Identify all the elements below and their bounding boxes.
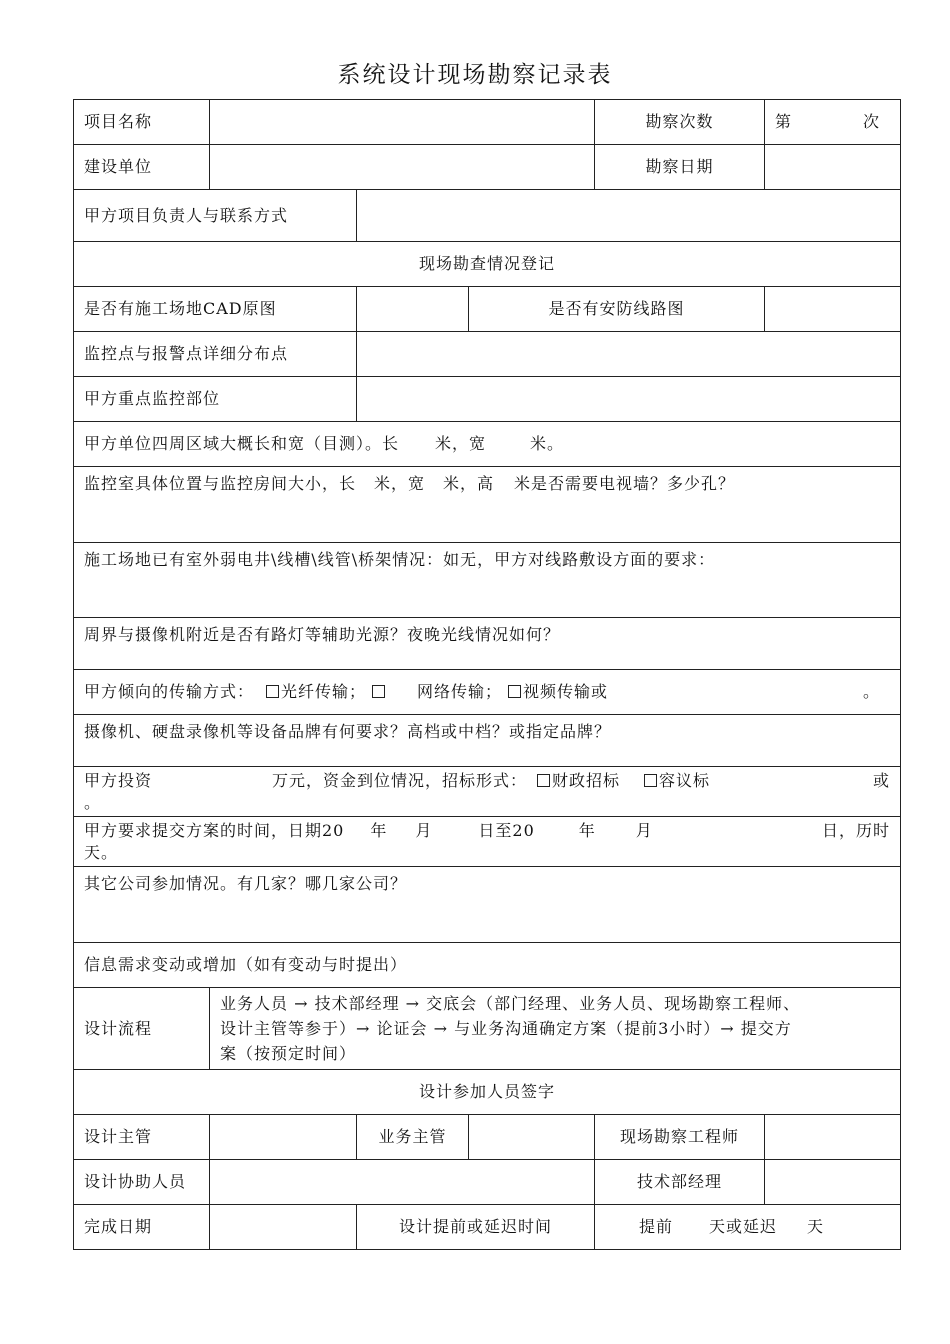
- text: 甲方要求提交方案的时间，日期20: [84, 821, 345, 840]
- row-brand[interactable]: 摄像机、硬盘录像机等设备品牌有何要求？高档或中档？或指定品牌？: [74, 715, 901, 767]
- text: 日至20: [478, 821, 535, 840]
- field-survey-count[interactable]: [765, 100, 901, 145]
- flow-line-3: 案（按预定时间）: [220, 1044, 357, 1063]
- label-key-parts: 甲方重点监控部位: [74, 377, 357, 422]
- text: 月: [415, 821, 433, 840]
- field-engineer[interactable]: [765, 1115, 901, 1160]
- field-assist[interactable]: [210, 1160, 595, 1205]
- field-project-name[interactable]: [210, 100, 595, 145]
- section-signatures: 设计参加人员签字: [74, 1070, 901, 1115]
- field-build-unit[interactable]: [210, 145, 595, 190]
- checkbox-gov-bid[interactable]: [537, 774, 550, 787]
- text: 米，宽: [435, 434, 487, 453]
- text: 网络传输；: [417, 682, 503, 701]
- label-tech-mgr: 技术部经理: [595, 1160, 765, 1205]
- label-survey-count: 勘察次数: [595, 100, 765, 145]
- label-delay: 设计提前或延迟时间: [357, 1205, 595, 1250]
- label-finish-date: 完成日期: [74, 1205, 210, 1250]
- label-design-lead: 设计主管: [74, 1115, 210, 1160]
- row-transmission[interactable]: [74, 670, 901, 715]
- text: 年: [578, 821, 596, 840]
- field-contact[interactable]: [357, 190, 901, 242]
- text: 甲方倾向的传输方式：: [84, 682, 255, 701]
- text: 甲方投资: [84, 771, 153, 790]
- label-contact: 甲方项目负责人与联系方式: [74, 190, 357, 242]
- label-build-unit: 建设单位: [74, 145, 210, 190]
- label-biz-lead: 业务主管: [357, 1115, 469, 1160]
- checkbox-video[interactable]: [508, 685, 521, 698]
- field-monitor-points[interactable]: [357, 332, 901, 377]
- row-lighting[interactable]: 周界与摄像机附近是否有路灯等辅助光源？夜晚光线情况如何？: [74, 618, 901, 670]
- text: 或: [872, 771, 890, 790]
- row-cable-facilities[interactable]: 施工场地已有室外弱电井\线槽\线管\桥架情况：如无，甲方对线路敷设方面的要求：: [74, 543, 901, 618]
- survey-form-table: [73, 99, 901, 1250]
- text: 米，高: [443, 474, 495, 493]
- field-design-flow: [210, 988, 901, 1070]
- label-assist: 设计协助人员: [74, 1160, 210, 1205]
- text: 天。: [84, 843, 119, 862]
- text: 天或延迟: [709, 1217, 778, 1236]
- row-submission-time[interactable]: [74, 817, 901, 867]
- text: 财政招标: [552, 771, 621, 790]
- checkbox-network[interactable]: [372, 685, 385, 698]
- row-requirement-change[interactable]: 信息需求变动或增加（如有变动与时提出）: [74, 943, 901, 988]
- page-title: 系统设计现场勘察记录表: [337, 62, 613, 88]
- text: 年: [370, 821, 388, 840]
- section-site-survey: 现场勘查情况登记: [74, 242, 901, 287]
- label-engineer: 现场勘察工程师: [595, 1115, 765, 1160]
- row-monitor-room[interactable]: [74, 467, 901, 543]
- label-survey-date: 勘察日期: [595, 145, 765, 190]
- label-design-flow: 设计流程: [74, 988, 210, 1070]
- text: 甲方单位四周区域大概长和宽（目测）。长: [84, 434, 400, 453]
- text: 天: [807, 1217, 825, 1236]
- checkbox-fiber[interactable]: [266, 685, 279, 698]
- text: 提前: [639, 1217, 674, 1236]
- label-security-route: 是否有安防线路图: [469, 287, 765, 332]
- field-survey-date[interactable]: [765, 145, 901, 190]
- label-project-name: 项目名称: [74, 100, 210, 145]
- text: 米，宽: [374, 474, 426, 493]
- text-ci: 次: [862, 112, 880, 131]
- field-design-lead[interactable]: [210, 1115, 357, 1160]
- checkbox-negotiate[interactable]: [644, 774, 657, 787]
- text: 米。: [530, 434, 565, 453]
- row-competitors[interactable]: 其它公司参加情况。有几家？哪几家公司？: [74, 867, 901, 943]
- text-di: 第: [775, 112, 793, 131]
- field-key-parts[interactable]: [357, 377, 901, 422]
- text: 光纤传输；: [281, 682, 367, 701]
- field-security-route[interactable]: [765, 287, 901, 332]
- field-cad[interactable]: [357, 287, 469, 332]
- label-cad: 是否有施工场地CAD原图: [74, 287, 357, 332]
- text: 监控室具体位置与监控房间大小，长: [84, 474, 357, 493]
- row-investment[interactable]: [74, 767, 901, 817]
- field-delay[interactable]: [595, 1205, 901, 1250]
- text: 万元，资金到位情况，招标形式：: [272, 771, 528, 790]
- field-biz-lead[interactable]: [469, 1115, 595, 1160]
- field-finish-date[interactable]: [210, 1205, 357, 1250]
- text: 视频传输或: [523, 682, 609, 701]
- text: 月: [635, 821, 653, 840]
- label-monitor-points: 监控点与报警点详细分布点: [74, 332, 357, 377]
- flow-line-1: 业务人员 → 技术部经理 → 交底会（部门经理、业务人员、现场勘察工程师、: [220, 994, 801, 1013]
- text: 容议标: [659, 771, 711, 790]
- text: 米是否需要电视墙？多少孔？: [514, 474, 736, 493]
- flow-line-2: 设计主管等参于）→ 论证会 → 与业务沟通确定方案（提前3小时）→ 提交方: [220, 1019, 792, 1038]
- text: 日，历时: [821, 821, 890, 840]
- row-area-size[interactable]: [74, 422, 901, 467]
- field-tech-mgr[interactable]: [765, 1160, 901, 1205]
- text: 。: [84, 793, 102, 812]
- text: 。: [862, 682, 880, 701]
